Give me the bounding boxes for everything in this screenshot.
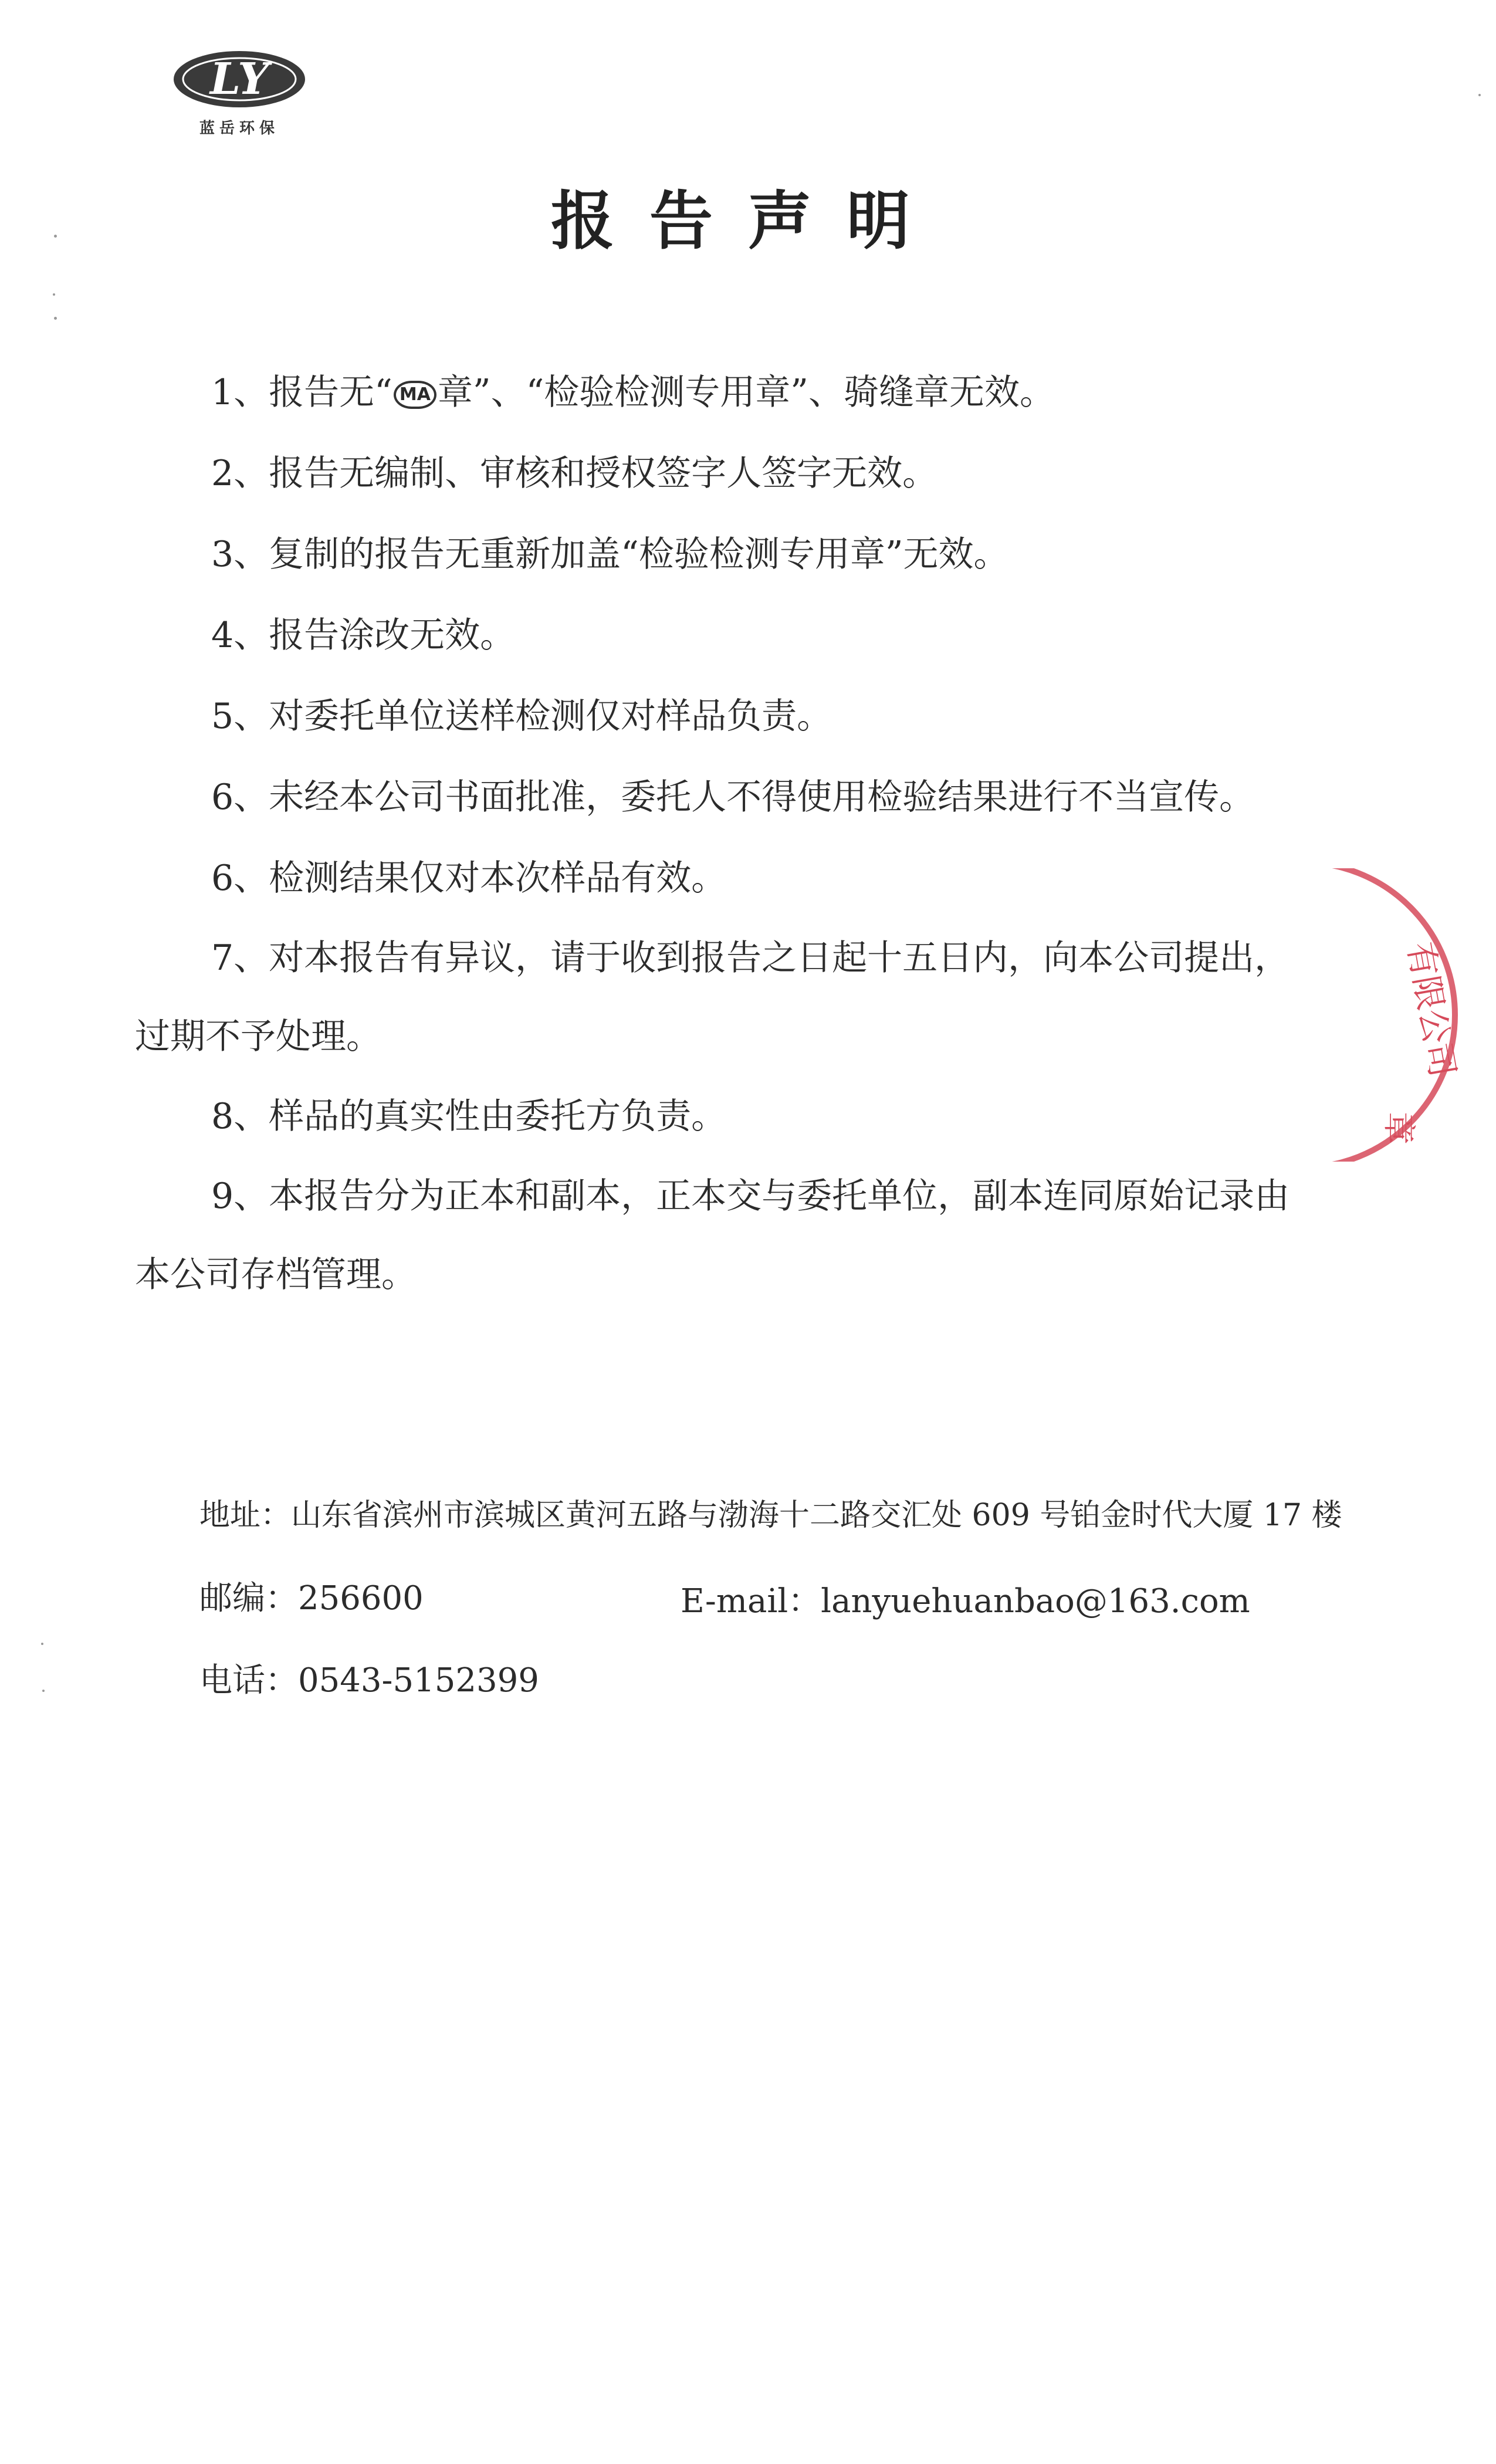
phone-value: 0543-5152399 [298,1661,539,1700]
statement-8: 8、样品的真实性由委托方负责。 [211,1096,727,1137]
logo-caption: 蓝岳环保 [199,120,279,137]
scan-speck [41,1643,43,1645]
statement-9: 9、本报告分为正本和副本，正本交与委托单位，副本连同原始记录由本公司存档管理。 [135,1176,1290,1295]
address-value: 山东省滨州市滨城区黄河五路与渤海十二路交汇处 609 号铂金时代大厦 17 楼 [291,1498,1342,1533]
address-label: 地址： [199,1498,292,1533]
seal-suffix: 章 [1379,1112,1417,1145]
logo-emblem [169,47,310,111]
statement-4: 4、报告涂改无效。 [211,615,516,656]
seal-text: 有限公司 [1400,939,1463,1080]
statement-7: 7、对本报告有异议，请于收到报告之日起十五日内，向本公司提出，过期不予处理。 [135,937,1290,1057]
email-line [681,1575,1250,1622]
email-label: E-mail： [681,1582,821,1620]
company-seal [1320,868,1496,1162]
email-value: lanyuehuanbao@163.com [821,1582,1250,1620]
scan-speck [42,1690,45,1692]
phone-label: 电话： [199,1661,298,1700]
postcode-line [199,1572,424,1619]
statement-3: 3、复制的报告无重新加盖“检验检测专用章”无效。 [211,534,1009,575]
statement-6b: 6、检测结果仅对本次样品有效。 [211,858,727,899]
phone-line [199,1654,539,1701]
statement-list [135,352,1314,1314]
logo-letters: LY [209,54,269,104]
postcode-value: 256600 [298,1579,424,1617]
scan-speck [54,317,57,320]
scan-speck [1478,94,1481,96]
address-line [199,1490,1342,1534]
statement-6: 6、未经本公司书面批准，委托人不得使用检验结果进行不当宣传。 [211,777,1255,818]
postcode-label: 邮编： [199,1579,298,1617]
cma-mark-icon: MA [394,381,436,409]
seal-stamp [1320,868,1496,1162]
scan-speck [54,235,57,238]
statement-1 [135,352,1314,433]
statement-1-before: 1、报告无“ [211,372,392,413]
page-title: 报告声明 [550,185,945,258]
statement-1-after: 章”、“检验检测专用章”、骑缝章无效。 [437,372,1055,413]
company-logo [169,47,310,147]
statement-2: 2、报告无编制、审核和授权签字人签字无效。 [211,453,938,494]
scan-speck [53,293,55,296]
statement-5: 5、对委托单位送样检测仅对样品负责。 [211,696,832,737]
